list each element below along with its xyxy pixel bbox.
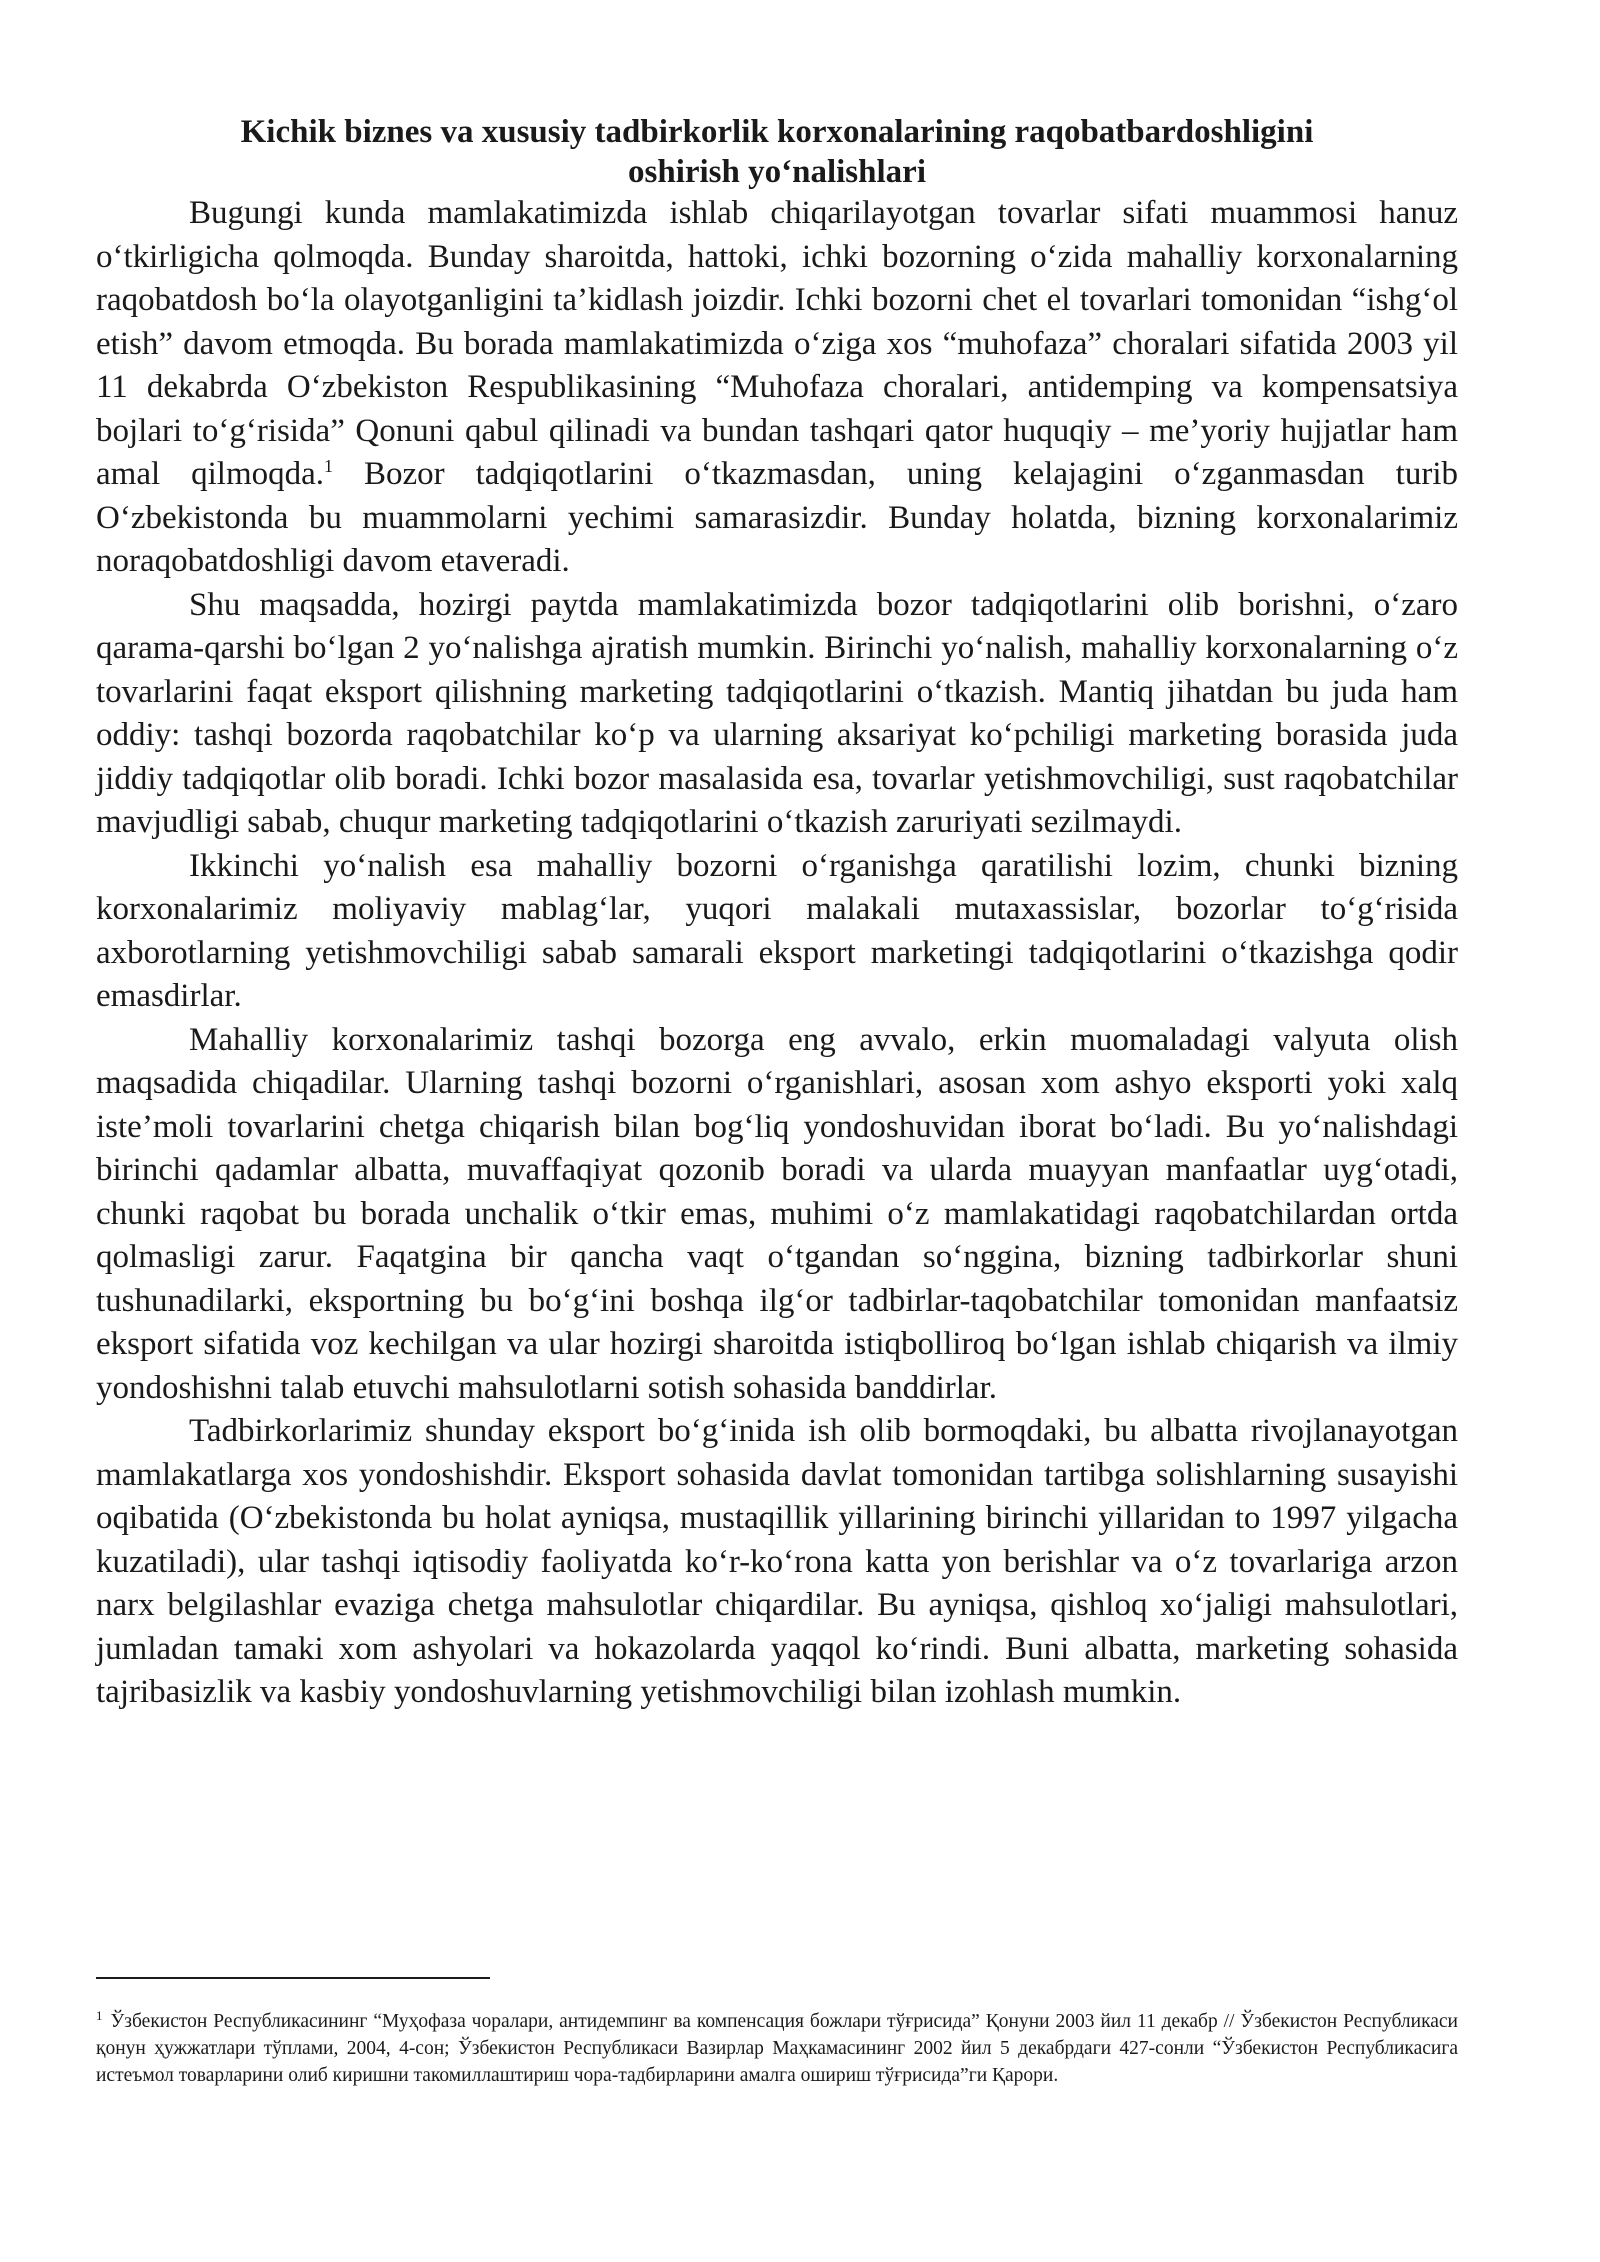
- paragraph-1: [96, 192, 1458, 584]
- paragraph-1-text-continued: Bozor tadqiqotlarini o‘tkazmasdan, uning kelajagini o‘zganmasdan turib O‘zbekistonda bu muammolarni yechimi samarasizdir. Bunday holatda, bizning korxonalarimiz noraqobatdoshligi davom etaveradi.: [96, 456, 1458, 579]
- title-line-1: Kichik biznes va xususiy tadbirkorlik korxonalarining raqobatbardoshligini: [240, 114, 1314, 150]
- footnote-reference[interactable]: 1: [324, 456, 334, 476]
- paragraph-4: Mahalliy korxonalarimiz tashqi bozorga eng avvalo, erkin muomaladagi valyuta olish maqsadida chiqadilar. Ularning tashqi bozorni o‘rganishlari, asosan xom ashyo eksporti yoki xalq iste’moli tovarlarini chetga chiqarish bilan bog‘liq yondoshuvidan iborat bo‘ladi. Bu yo‘nalishdagi birinchi qadamlar albatta, muvaffaqiyat qozonib boradi va ularda muayyan manfaatlar uyg‘otadi, chunki raqobat bu borada unchalik o‘tkir emas, muhimi o‘z mamlakatidagi raqobatchilardan ortda qolmasligi zarur. Faqatgina bir qancha vaqt o‘tgandan so‘nggina, bizning tadbirkorlar shuni tushunadilarki, eksportning bu bo‘g‘ini boshqa ilg‘or tadbirlar-taqobatchilar tomonidan manfaatsiz eksport sifatida voz kechilgan va ular hozirgi sharoitda istiqbolliroq bo‘lgan ishlab chiqarish va ilmiy yondoshishni talab etuvchi mahsulotlarni sotish sohasida banddirlar.: [96, 1021, 1458, 1406]
- document-title: [96, 112, 1458, 192]
- footnote-marker: 1: [96, 2007, 103, 2023]
- document-body: [96, 192, 1458, 1715]
- footnote: [96, 2008, 1458, 2089]
- paragraph-3: Ikkinchi yo‘nalish esa mahalliy bozorni o‘rganishga qaratilishi lozim, chunki bizning korxonalarimiz moliyaviy mablag‘lar, yuqori malakali mutaxassislar, bozorlar to‘g‘risida axborotlarning yetishmovchiligi sabab samarali eksport marketingi tadqiqotlarini o‘tkazishga qodir emasdirlar.: [96, 847, 1458, 1014]
- title-line-2: oshirish yo‘nalishlari: [628, 154, 926, 190]
- paragraph-1-text: Bugungi kunda mamlakatimizda ishlab chiqarilayotgan tovarlar sifati muammosi hanuz o‘tkirligicha qolmoqda. Bunday sharoitda, hattoki, ichki bozorning o‘zida mahalliy korxonalarning raqobatdosh bo‘la olayotganligini ta’kidlash joizdir. Ichki bozorni chet el tovarlari tomonidan “ishg‘ol etish” davom etmoqda. Bu borada mamlakatimizda o‘ziga xos “muhofaza” choralari sifatida 2003 yil 11 dekabrda O‘zbekiston Respublikasining “Muhofaza choralari, antidemping va kompensatsiya bojlari to‘g‘risida” Qonuni qabul qilinadi va bundan tashqari qator huquqiy – me’yoriy hujjatlar ham amal qilmoqda.: [96, 195, 1458, 492]
- paragraph-2: Shu maqsadda, hozirgi paytda mamlakatimizda bozor tadqiqotlarini olib borishni, o‘zaro qarama-qarshi bo‘lgan 2 yo‘nalishga ajratish mumkin. Birinchi yo‘nalish, mahalliy korxonalarning o‘z tovarlarini faqat eksport qilishning marketing tadqiqotlarini o‘tkazish. Mantiq jihatdan bu juda ham oddiy: tashqi bozorda raqobatchilar ko‘p va ularning aksariyat ko‘pchiligi marketing borasida juda jiddiy tadqiqotlar olib boradi. Ichki bozor masalasida esa, tovarlar yetishmovchiligi, sust raqobatchilar mavjudligi sabab, chuqur marketing tadqiqotlarini o‘tkazish zaruriyati sezilmaydi.: [96, 586, 1458, 840]
- footnote-text: Ўзбекистон Республикасининг “Муҳофаза чоралари, антидемпинг ва компенсация божлари тўғрисида” Қонуни 2003 йил 11 декабр // Ўзбекистон Республикаси қонун ҳужжатлари тўплами, 2004, 4-сон; Ўзбекистон Республикаси Вазирлар Маҳкамасининг 2002 йил 5 декабрдаги 427-сонли “Ўзбекистон Республикасига истеъмол товарларини олиб киришни такомиллаштириш чора-тадбирларини амалга ошириш тўғрисида”ги Қарори.: [96, 2011, 1458, 2086]
- paragraph-5: Tadbirkorlarimiz shunday eksport bo‘g‘inida ish olib bormoqdaki, bu albatta rivojlanayotgan mamlakatlarga xos yondoshishdir. Eksport sohasida davlat tomonidan tartibga solishlarning susayishi oqibatida (O‘zbekistonda bu holat ayniqsa, mustaqillik yillarining birinchi yillaridan to 1997 yilgacha kuzatiladi), ular tashqi iqtisodiy faoliyatda ko‘r-ko‘rona katta yon berishlar va o‘z tovarlariga arzon narx belgilashlar evaziga chetga mahsulotlar chiqardilar. Bu ayniqsa, qishloq xo‘jaligi mahsulotlari, jumladan tamaki xom ashyolari va hokazolarda yaqqol ko‘rindi. Buni albatta, marketing sohasida tajribasizlik va kasbiy yondoshuvlarning yetishmovchiligi bilan izohlash mumkin.: [96, 1413, 1458, 1710]
- document-page: [96, 112, 1458, 1715]
- footnote-divider: [96, 1977, 490, 1979]
